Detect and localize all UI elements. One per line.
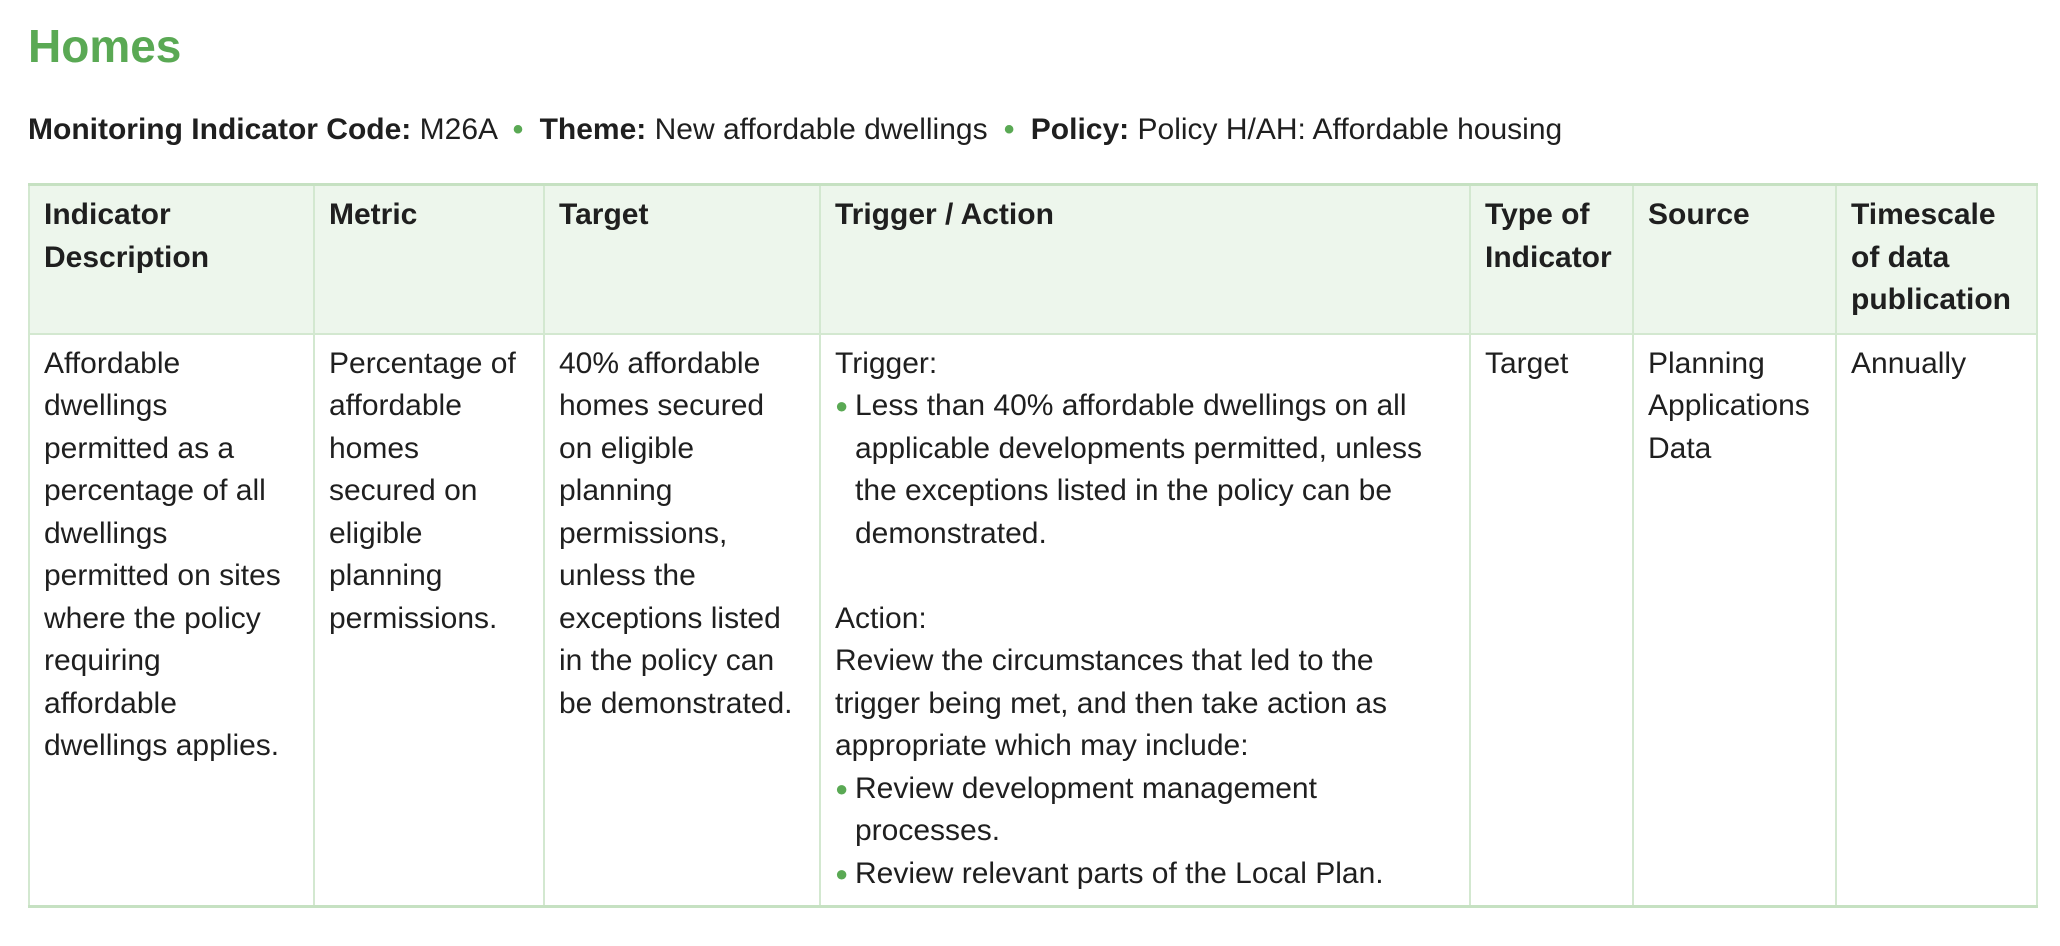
policy-value: Policy H/AH: Affordable housing xyxy=(1137,113,1563,146)
code-value: M26A xyxy=(419,113,497,146)
action-list xyxy=(835,768,1455,896)
trigger-label: Trigger: xyxy=(835,346,938,380)
bullet-icon: ● xyxy=(835,775,849,801)
policy-label: Policy: xyxy=(1030,113,1130,146)
column-header-type-of-indicator: Type of Indicator xyxy=(1470,185,1633,334)
cell-type-of-indicator: Target xyxy=(1470,334,1633,907)
cell-indicator-description: Affordable dwellings permitted as a percentage of all dwellings permitted on sites where the policy requiring affordable dwellings applies. xyxy=(29,334,314,907)
monitoring-table xyxy=(28,183,2038,908)
bullet-icon: ● xyxy=(835,393,849,418)
cell-target: 40% affordable homes secured on eligible planning permissions, unless the exceptions listed in the policy can be demonstrated. xyxy=(544,334,820,907)
bullet-icon: ● xyxy=(835,860,849,886)
indicator-meta-line xyxy=(28,110,2032,150)
cell-trigger-action xyxy=(820,334,1470,907)
table-header-row xyxy=(29,185,2037,334)
page-title: Homes xyxy=(28,20,182,72)
column-header-trigger-action: Trigger / Action xyxy=(820,185,1470,334)
list-item xyxy=(835,853,1455,896)
list-item xyxy=(835,385,1455,555)
list-item xyxy=(835,768,1455,853)
trigger-list xyxy=(835,385,1455,555)
spacer xyxy=(835,555,1455,598)
column-header-timescale: Timescale of data publication xyxy=(1836,185,2037,334)
separator-dot: • xyxy=(1003,113,1015,146)
column-header-target: Target xyxy=(544,185,820,334)
action-item-text: Review development management processes. xyxy=(855,771,1317,847)
action-text: Review the circumstances that led to the trigger being met, and then take action as appropriate which may include: xyxy=(835,644,1388,762)
column-header-indicator-description: Indicator Description xyxy=(29,185,314,334)
column-header-source: Source xyxy=(1633,185,1836,334)
column-header-metric: Metric xyxy=(314,185,544,334)
theme-label: Theme: xyxy=(539,113,647,146)
code-label: Monitoring Indicator Code: xyxy=(28,113,412,146)
cell-timescale: Annually xyxy=(1836,334,2037,907)
cell-source: Planning Applications Data xyxy=(1633,334,1836,907)
trigger-item-text: Less than 40% affordable dwellings on all applicable developments permitted, unless the exceptions listed in the policy can be demonstrated. xyxy=(855,389,1422,550)
cell-metric: Percentage of affordable homes secured on eligible planning permissions. xyxy=(314,334,544,907)
action-item-text: Review relevant parts of the Local Plan. xyxy=(855,856,1384,890)
theme-value: New affordable dwellings xyxy=(654,113,988,146)
separator-dot: • xyxy=(512,113,524,146)
table-row xyxy=(29,334,2037,907)
action-label: Action: xyxy=(835,601,927,635)
